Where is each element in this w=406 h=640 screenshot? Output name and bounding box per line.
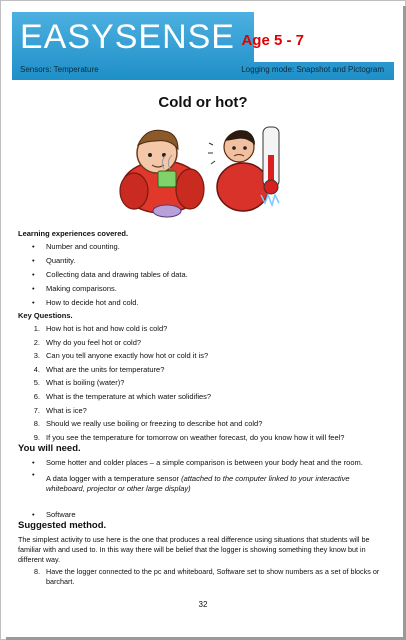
brand-title: EASYSENSE bbox=[20, 18, 235, 56]
learning-heading: Learning experiences covered. bbox=[18, 229, 129, 238]
method-step bbox=[30, 567, 386, 587]
item-text: A data logger with a temperature sensor bbox=[46, 474, 182, 483]
cold-child-thermometer-image bbox=[205, 115, 295, 215]
item-number: 7. bbox=[33, 405, 40, 415]
list-item: • Quantity. bbox=[30, 254, 188, 268]
list-item bbox=[30, 404, 344, 418]
list-item bbox=[30, 390, 344, 404]
list-item bbox=[30, 470, 380, 500]
item-text: What is ice? bbox=[46, 405, 87, 415]
item-text: How hot is hot and how cold is cold? bbox=[46, 324, 168, 333]
item-text: Should we really use boiling or freezing to describe hot and cold? bbox=[46, 419, 263, 429]
list-item bbox=[30, 376, 344, 390]
need-heading: You will need. bbox=[18, 443, 81, 454]
item-number: 3. bbox=[33, 351, 40, 361]
item-number: 6. bbox=[33, 391, 40, 401]
method-paragraph: The simplest activity to use here is the one that produces a real difference using situations that students will be familiar with and used to. In this way there will be belief that the logger is showing something they know but in different way. bbox=[18, 535, 370, 564]
age-label: Age 5 - 7 bbox=[241, 32, 304, 49]
item-number: 9. bbox=[33, 432, 40, 442]
item-number: 2. bbox=[33, 337, 40, 347]
sensors-label: Sensors: Temperature bbox=[20, 65, 99, 74]
item-text: What is the temperature at which water solidifies? bbox=[46, 391, 212, 401]
warm-child-image bbox=[112, 115, 212, 220]
logging-mode-label: Logging mode: Snapshot and Pictogram bbox=[241, 65, 384, 74]
questions-list bbox=[30, 322, 344, 444]
step-text: Have the logger connected to the pc and whiteboard, Software set to show numbers as a set of blocks or barchart. bbox=[46, 567, 380, 586]
learning-list bbox=[30, 240, 188, 310]
list-item: • Software bbox=[30, 508, 380, 522]
list-item bbox=[30, 363, 344, 377]
list-item: • How to decide hot and cold. bbox=[30, 296, 188, 310]
item-text: What are the units for temperature? bbox=[46, 364, 165, 374]
item-text: Can you tell anyone exactly how hot or cold it is? bbox=[46, 351, 209, 361]
page-number: 32 bbox=[198, 600, 208, 609]
item-number: 4. bbox=[33, 364, 40, 374]
item-number: 1. bbox=[33, 324, 40, 333]
item-text: If you see the temperature for tomorrow on weather forecast, do you know how it will feel? bbox=[46, 432, 345, 442]
item-number: 5. bbox=[33, 378, 40, 388]
list-item: • Number and counting. bbox=[30, 240, 188, 254]
page-title: Cold or hot? bbox=[158, 94, 248, 111]
need-list bbox=[30, 456, 380, 522]
list-item bbox=[30, 336, 344, 350]
list-item bbox=[30, 322, 344, 336]
item-text: Why do you feel hot or cold? bbox=[46, 337, 142, 347]
header-banner bbox=[12, 12, 394, 80]
step-number: 8. bbox=[34, 567, 40, 576]
list-item bbox=[30, 349, 344, 363]
list-item bbox=[30, 417, 344, 431]
method-heading: Suggested method. bbox=[18, 520, 107, 531]
list-item: • Collecting data and drawing tables of data. bbox=[30, 268, 188, 282]
questions-heading: Key Questions. bbox=[18, 311, 73, 320]
list-item: • Some hotter and colder places – a simple comparison is between your body heat and the room. bbox=[30, 456, 380, 470]
item-text: What is boiling (water)? bbox=[46, 378, 125, 388]
item-text-italic: (attached to the computer linked to your interactive whiteboard, projector or other large display) bbox=[46, 474, 350, 493]
item-number: 8. bbox=[33, 419, 40, 429]
list-item: • Making comparisons. bbox=[30, 282, 188, 296]
